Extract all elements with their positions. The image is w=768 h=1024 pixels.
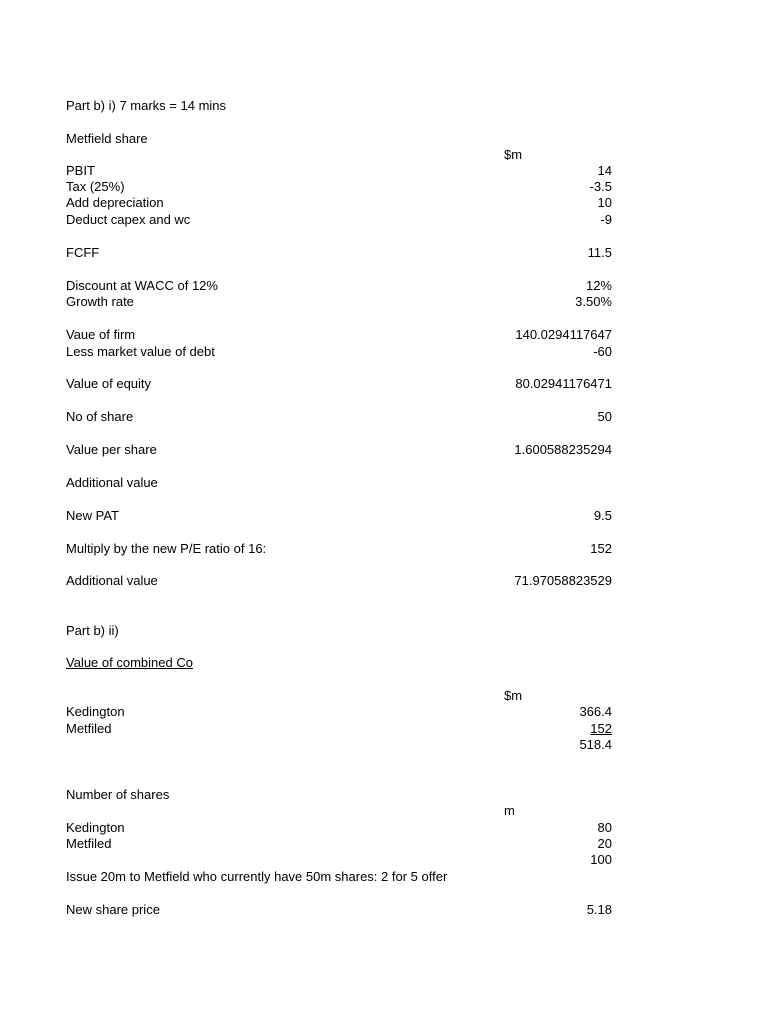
row-label: Value per share — [66, 442, 157, 457]
row-equity — [66, 376, 612, 392]
row-new-pat — [66, 508, 612, 524]
row-additional-value — [66, 573, 612, 589]
row-label: Tax (25%) — [66, 179, 125, 194]
row-value: 1.600588235294 — [514, 442, 612, 457]
row-label: Growth rate — [66, 294, 134, 309]
row-label: Discount at WACC of 12% — [66, 278, 218, 293]
row-capex — [66, 212, 612, 228]
row-value: 71.97058823529 — [514, 573, 612, 588]
combined-row-metfiled — [66, 721, 612, 737]
row-label: Metfiled — [66, 721, 112, 736]
shares-row-total — [66, 852, 612, 868]
combined-unit-label: $m — [504, 688, 523, 703]
new-share-price-row — [66, 902, 612, 918]
row-value: 80.02941176471 — [515, 376, 612, 391]
row-value: 9.5 — [593, 508, 612, 523]
row-label: New share price — [66, 902, 160, 917]
row-value: 20 — [597, 836, 612, 851]
row-label: Deduct capex and wc — [66, 212, 191, 227]
part-b-i-heading: Part b) i) 7 marks = 14 mins — [66, 98, 227, 113]
row-value: 14 — [597, 163, 612, 178]
row-label: PBIT — [66, 163, 95, 178]
row-value: -3.5 — [589, 179, 612, 194]
number-of-shares-title: Number of shares — [66, 787, 170, 802]
row-value: -60 — [593, 344, 612, 359]
combined-row-total — [66, 737, 612, 753]
row-label: Multiply by the new P/E ratio of 16: — [66, 541, 267, 556]
row-debt — [66, 344, 612, 360]
row-value: 3.50% — [575, 294, 612, 309]
row-value: 11.5 — [587, 245, 612, 260]
row-growth — [66, 294, 612, 310]
row-label: Kedington — [66, 704, 125, 719]
row-pe-ratio — [66, 541, 612, 557]
row-label: Additional value — [66, 573, 158, 588]
row-value: 80 — [597, 820, 612, 835]
row-fcff — [66, 245, 612, 261]
row-value: 140.0294117647 — [515, 327, 612, 342]
row-value: 5.18 — [586, 902, 612, 917]
row-label: No of share — [66, 409, 134, 424]
shares-unit-label: m — [504, 803, 515, 818]
issue-note: Issue 20m to Metfield who currently have 50m shares: 2 for 5 offer — [66, 869, 448, 884]
row-wacc — [66, 278, 612, 294]
row-no-of-share — [66, 409, 612, 425]
shares-row-metfiled — [66, 836, 612, 852]
row-value: 366.4 — [579, 704, 612, 719]
row-firm-value — [66, 327, 612, 343]
row-value-per-share — [66, 442, 612, 458]
row-value: -9 — [600, 212, 612, 227]
part-b-ii-heading: Part b) ii) — [66, 623, 119, 638]
row-value: 152 — [590, 721, 612, 736]
row-label: Additional value — [66, 475, 158, 490]
row-label: New PAT — [66, 508, 119, 523]
row-value: 50 — [597, 409, 612, 424]
row-label: Less market value of debt — [66, 344, 215, 359]
shares-row-kedington — [66, 820, 612, 836]
row-label: FCFF — [66, 245, 100, 260]
row-value: 518.4 — [579, 737, 612, 752]
row-label: Metfiled — [66, 836, 112, 851]
row-value: 152 — [590, 541, 612, 556]
row-value: 100 — [590, 852, 612, 867]
row-additional-value-heading — [66, 475, 612, 491]
row-pbit — [66, 163, 612, 179]
row-depreciation — [66, 195, 612, 211]
row-value: 10 — [597, 195, 612, 210]
row-label: Kedington — [66, 820, 125, 835]
row-label: Value of equity — [66, 376, 152, 391]
metfield-share-heading: Metfield share — [66, 131, 148, 146]
row-label: Vaue of firm — [66, 327, 136, 342]
combined-co-title: Value of combined Co — [66, 655, 193, 670]
combined-row-kedington — [66, 704, 612, 720]
row-label: Add depreciation — [66, 195, 164, 210]
row-value: 12% — [585, 278, 612, 293]
row-tax — [66, 179, 612, 195]
unit-label: $m — [504, 147, 523, 162]
